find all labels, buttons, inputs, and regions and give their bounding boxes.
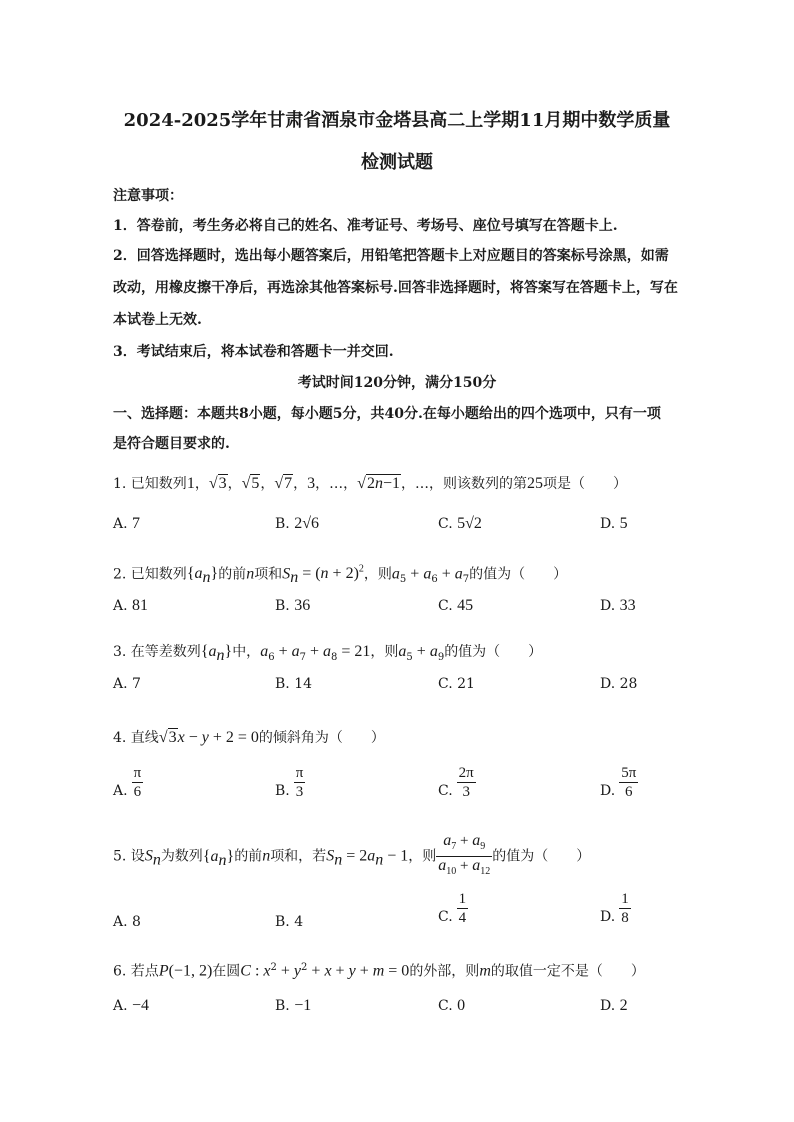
section-heading-line2: 是符合题目要求的. xyxy=(113,436,230,452)
q1-option-d[interactable]: D. 5 xyxy=(600,515,628,532)
notice-item-2-line1: 2．回答选择题时，选出每小题答案后，用铅笔把答题卡上对应题目的答案标号涂黑，如需 xyxy=(113,248,669,264)
q6-option-a[interactable]: A. −4 xyxy=(113,997,150,1014)
q5-option-d[interactable]: D. $\frac{1}{8}$ xyxy=(600,891,629,926)
question-4: 4. 直线√3x − y + 2 = 0的倾斜角为（ ） xyxy=(113,729,385,746)
q4-option-a[interactable]: A. $\frac{\pi}{6}$ xyxy=(113,765,142,800)
q4-option-d[interactable]: D. $\frac{5\pi}{6}$ xyxy=(600,765,637,800)
notice-heading: 注意事项： xyxy=(113,188,183,204)
notice-item-1: 1．答卷前，考生务必将自己的姓名、准考证号、考场号、座位号填写在答题卡上. xyxy=(113,218,618,234)
q6-option-d[interactable]: D. 2 xyxy=(600,997,628,1014)
q5-option-c[interactable]: C. $\frac{1}{4}$ xyxy=(438,891,467,926)
question-3: 3. 在等差数列$\{a_n\}$中，$a_6 + a_7 + a_8 = 21$，则$a_5 + a_9$的值为（ ） xyxy=(113,643,543,665)
q1-option-c[interactable]: C. 5√2 xyxy=(438,515,482,532)
question-2: 2. 已知数列$\{a_n\}$的前n项和$S_n = (n + 2)^2$，则$a_5 + a_6 + a_7$的值为（ ） xyxy=(113,564,568,587)
q3-option-c[interactable]: C. 21 xyxy=(438,676,475,692)
question-6: 6. 若点P(−1, 2)在圆C : $x^2 + y^2 + x + y + m = 0$的外部，则m的取值一定不是（ ） xyxy=(113,962,645,980)
q4-option-b[interactable]: B. $\frac{\pi}{3}$ xyxy=(275,765,304,800)
q4-option-c[interactable]: C. $\frac{2\pi}{3}$ xyxy=(438,765,474,800)
question-5: 5. 设$S_n$为数列$\{a_n\}$的前n项和，若$S_n = 2a_n - 1$，则 $\frac{a_7 + a_9}{a_{10} + a_{12}}$ 的值为（ ） xyxy=(113,832,591,877)
q6-option-c[interactable]: C. 0 xyxy=(438,997,466,1014)
q3-option-b[interactable]: B. 14 xyxy=(275,676,313,692)
page-title-line2: 检测试题 xyxy=(361,152,433,173)
q2-option-c[interactable]: C. 45 xyxy=(438,597,474,614)
q6-option-b[interactable]: B. −1 xyxy=(275,997,312,1014)
term-index: 25 xyxy=(526,475,543,492)
exam-time-info: 考试时间120分钟，满分150分 xyxy=(297,375,497,391)
notice-item-2-line3: 本试卷上无效. xyxy=(113,312,202,328)
q5-option-b[interactable]: B. 4 xyxy=(275,914,304,930)
q2-option-a[interactable]: A. 81 xyxy=(113,597,149,614)
notice-item-3: 3．考试结束后，将本试卷和答题卡一并交回. xyxy=(113,344,394,360)
q3-option-d[interactable]: D. 28 xyxy=(600,676,638,692)
section-heading-line1: 一、选择题：本题共8小题，每小题5分，共40分.在每小题给出的四个选项中，只有一项 xyxy=(113,406,661,422)
q5-option-a[interactable]: A. 8 xyxy=(113,914,141,930)
question-1: 1. 已知数列1，√3，√5，√7，3，…，√2n−1，…，则该数列的第25项是（ ） xyxy=(113,475,627,492)
q3-option-a[interactable]: A. 7 xyxy=(113,676,141,692)
q2-option-d[interactable]: D. 33 xyxy=(600,597,636,614)
q2-option-b[interactable]: B. 36 xyxy=(275,597,311,614)
notice-item-2-line2: 改动，用橡皮擦干净后，再选涂其他答案标号.回答非选择题时，将答案写在答题卡上，写在 xyxy=(113,280,678,296)
q1-option-a[interactable]: A. 7 xyxy=(113,515,141,532)
page-title-line1: 2024-2025学年甘肃省酒泉市金塔县高二上学期11月期中数学质量 xyxy=(123,110,671,131)
q1-option-b[interactable]: B. 2√6 xyxy=(275,515,319,532)
